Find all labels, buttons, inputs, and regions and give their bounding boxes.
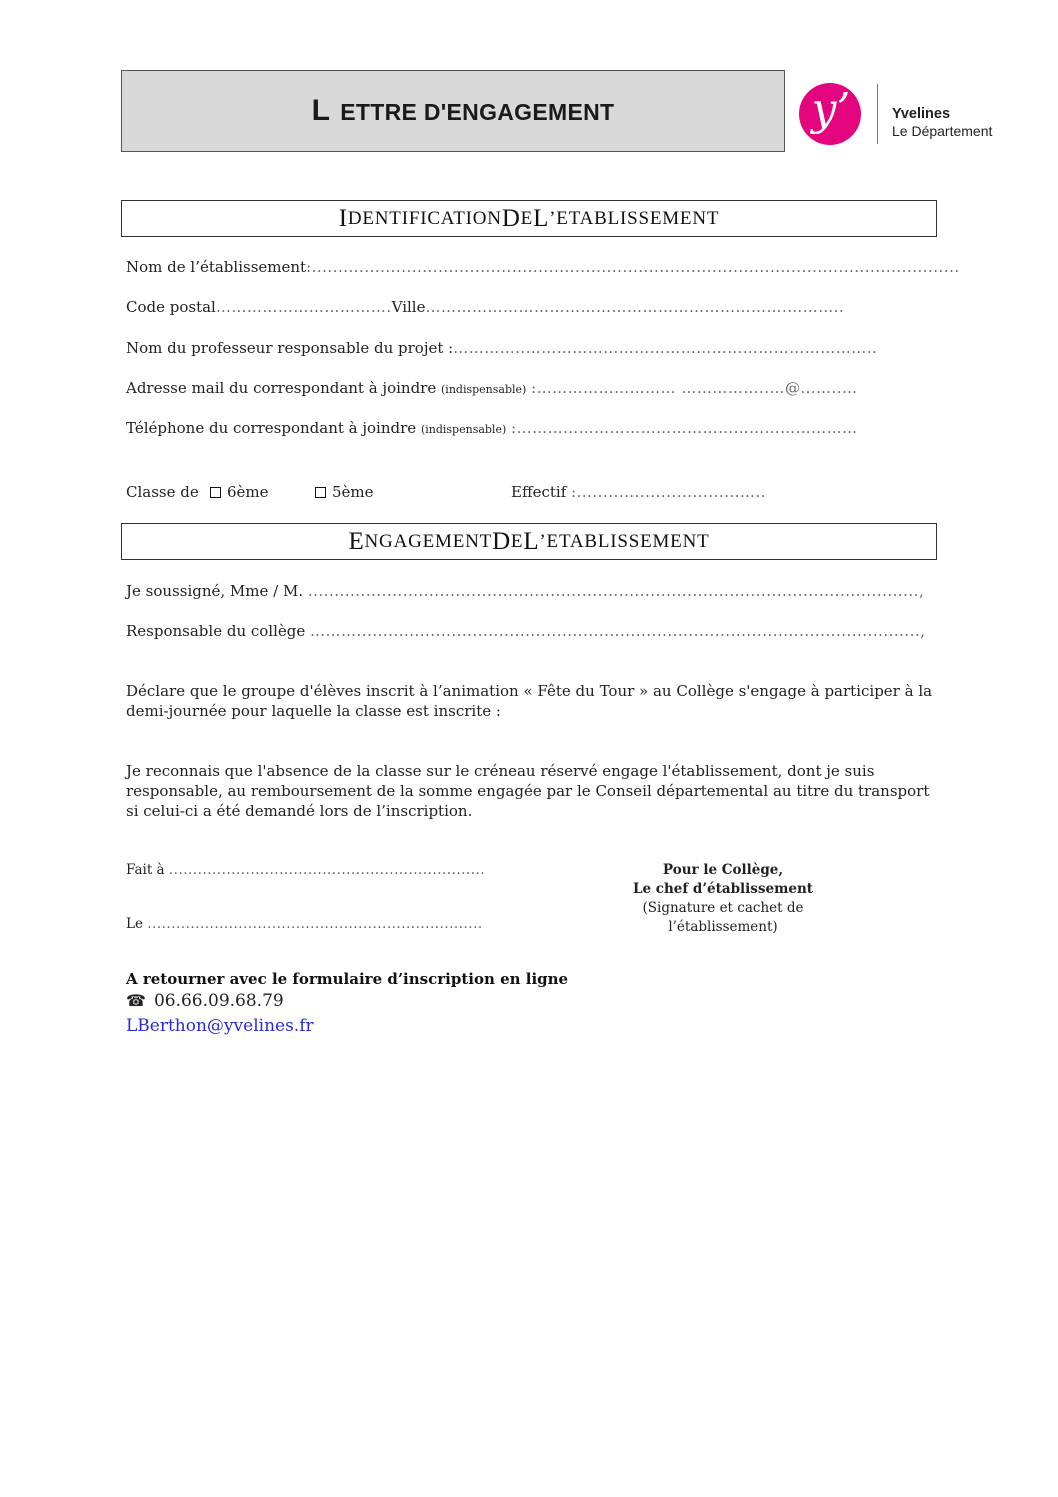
document-title: L ETTRE D'ENGAGEMENT (121, 70, 785, 152)
checkbox-icon (315, 487, 326, 498)
checkbox-6eme[interactable]: 6ème (210, 483, 269, 501)
field-telephone[interactable]: Téléphone du correspondant à joindre (indispensable) :………………………………………………………… (126, 419, 858, 437)
section-identification-heading: I DENTIFICATION D E L ’ETABLISSEMENT (121, 200, 937, 237)
field-code-postal-ville[interactable]: Code postal…………………………….Ville…………………………………………………………….……….. (126, 298, 845, 316)
checkbox-5eme[interactable]: 5ème (315, 483, 374, 501)
logo-name: Yvelines (892, 106, 951, 122)
chef-etablissement-label: Le chef d’établissement (632, 881, 814, 897)
responsabilite-paragraph: Je reconnais que l'absence de la classe sur le créneau réservé engage l'établissement, dont je suis responsable, au remboursement de la somme engagée par le Conseil départemental au titre du transport si celui-ci a été demandé lors de l’inscription. (126, 762, 930, 820)
contact-email-link[interactable]: LBerthon@yvelines.fr (126, 1016, 314, 1036)
classe-label: Classe de (126, 483, 199, 501)
field-nom-professeur[interactable]: Nom du professeur responsable du projet :…………..………………………………………………………….. (126, 339, 878, 357)
logo-subtitle: Le Département (892, 123, 993, 139)
pour-college-label: Pour le Collège, (662, 862, 784, 878)
field-fait-a[interactable]: Fait à .................................................................. (126, 862, 486, 878)
signature-block (603, 861, 843, 937)
declaration-paragraph: Déclare que le groupe d'élèves inscrit à l’animation « Fête du Tour » au Collège s'engage à participer à la demi-journée pour laquelle la classe est inscrite : (126, 682, 933, 720)
retour-instruction: A retourner avec le formulaire d’inscription en ligne (126, 970, 569, 988)
section-engagement-heading: E NGAGEMENT D E L ’ETABLISSEMENT (121, 523, 937, 560)
yvelines-logo-icon: y’ (799, 83, 861, 145)
field-soussigne[interactable]: Je soussigné, Mme / M. ...................................................................................................................., (126, 582, 925, 600)
checkbox-icon (210, 487, 221, 498)
field-date[interactable]: Le ...................................................................... (126, 916, 483, 932)
field-nom-etablissement[interactable]: Nom de l’établissement:........................................................................................................................... (126, 258, 960, 276)
contact-phone: ☎ 06.66.09.68.79 (126, 991, 284, 1011)
field-responsable-college[interactable]: Responsable du collège ………..........................................................................................................., (126, 622, 926, 640)
field-effectif[interactable]: Effectif :...............................….. (511, 483, 766, 501)
field-adresse-mail[interactable]: Adresse mail du correspondant à joindre (indispensable) :……………………… ……………..…@……..… (126, 379, 858, 397)
telephone-icon: ☎ (126, 991, 146, 1010)
logo-divider (877, 84, 878, 144)
signature-note: (Signature et cachet de l’établissement) (642, 900, 804, 935)
